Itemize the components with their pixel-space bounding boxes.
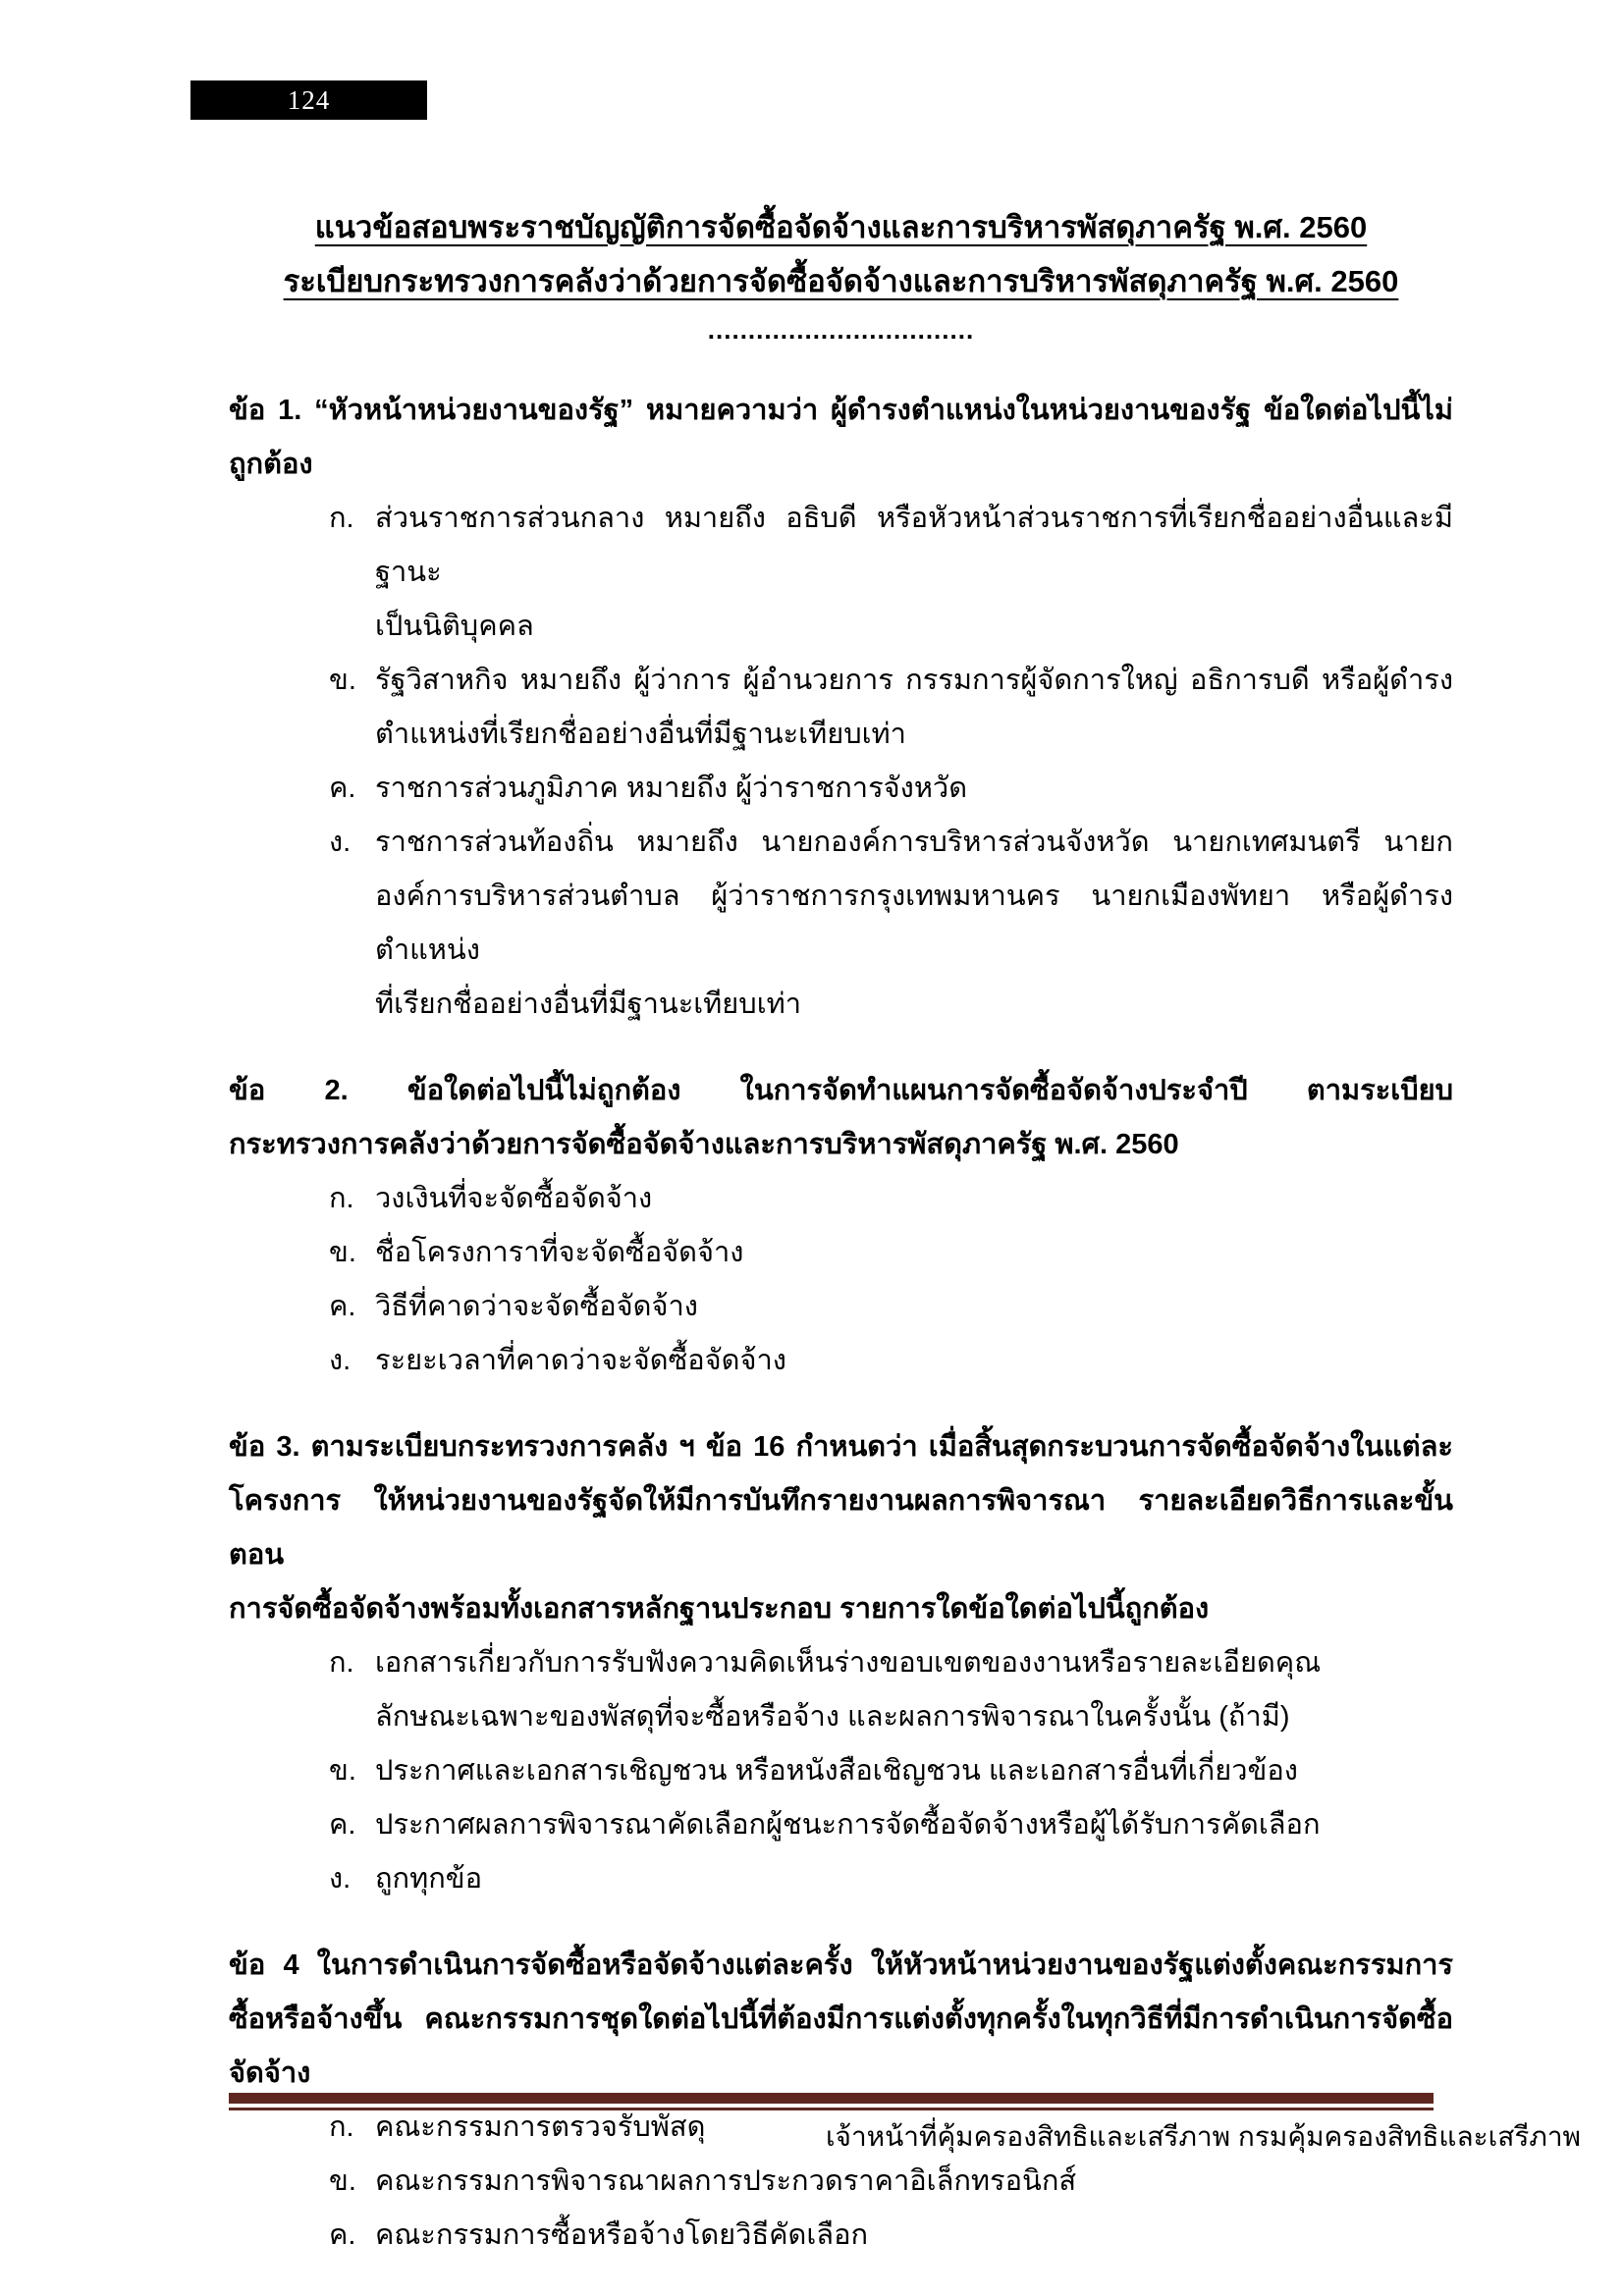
footer-divider-bar [229,2093,1434,2104]
option-text [375,1334,1453,1388]
option-label: ข. [329,1755,356,1787]
option-text-line: ที่เรียกชื่ออย่างอื่นที่มีฐานะเทียบเท่า [375,988,802,1020]
option-row [329,1280,1453,1334]
question-2 [229,1064,1453,1388]
page-number: 124 [287,84,331,115]
option-text [375,1636,1453,1744]
question-3-stem-line: โครงการ ให้หน่วยงานของรัฐจัดให้มีการบันทึกรายงานผลการพิจารณา รายละเอียดวิธีการและขั้นตอน [229,1485,1453,1571]
option-text-line: ถูกทุกข้อ [375,1863,483,1895]
question-1 [229,384,1453,1032]
option-row [329,1798,1453,1852]
question-4-stem-line: ซื้อหรือจ้างขึ้น คณะกรรมการชุดใดต่อไปนี้ที่ต้องมีการแต่งตั้งทุกครั้งในทุกวิธีที่มีการดำเนินการจัดซื้อ [229,2003,1453,2035]
option-label: ข. [329,1237,356,1268]
option-text [375,2209,1453,2263]
option-text [375,654,1453,762]
option-label: ง. [329,1863,352,1895]
option-text [375,1280,1453,1334]
option-row [329,816,1453,1032]
option-text-line: รัฐวิสาหกิจ หมายถึง ผู้ว่าการ ผู้อำนวยการ กรรมการผู้จัดการใหญ่ อธิการบดี หรือผู้ดำรง [375,665,1453,696]
option-label: ง. [329,827,352,858]
option-text-line: ชื่อโครงการาที่จะจัดซื้อจัดจ้าง [375,1237,744,1268]
document-title-line-1: แนวข้อสอบพระราชบัญญัติการจัดซื้อจัดจ้างและการบริหารพัสดุภาครัฐ พ.ศ. 2560 [314,210,1368,244]
option-text [375,1744,1453,1798]
option-text [375,1852,1453,1906]
option-row [329,762,1453,816]
option-label: ค. [329,2219,356,2251]
question-3-stem-line: การจัดซื้อจัดจ้างพร้อมทั้งเอกสารหลักฐานประกอบ รายการใดข้อใดต่อไปนี้ถูกต้อง [229,1593,1210,1625]
option-text [375,492,1453,654]
option-text [375,1798,1453,1852]
option-text-line: องค์การบริหารส่วนตำบล ผู้ว่าราชการกรุงเทพมหานคร นายกเมืองพัทยา หรือผู้ดำรงตำแหน่ง [375,881,1453,966]
option-row [329,1744,1453,1798]
option-row [329,1226,1453,1280]
option-text [375,1172,1453,1226]
option-text-line: คณะกรรมการพิจารณาผลการประกวดราคาอิเล็กทรอนิกส์ [375,2165,1077,2197]
question-2-stem-line: กระทรวงการคลังว่าด้วยการจัดซื้อจัดจ้างและการบริหารพัสดุภาครัฐ พ.ศ. 2560 [229,1129,1179,1160]
option-text-line: ลักษณะเฉพาะของพัสดุที่จะซื้อหรือจ้าง และผลการพิจารณาในครั้งนั้น (ถ้ามี) [375,1701,1290,1733]
option-label: ก. [329,2111,354,2143]
option-text-line: ระยะเวลาที่คาดว่าจะจัดซื้อจัดจ้าง [375,1345,786,1376]
question-1-stem-line: ถูกต้อง [229,449,313,480]
question-3-stem-line: ข้อ 3. ตามระเบียบกระทรวงการคลัง ฯ ข้อ 16 กำหนดว่า เมื่อสิ้นสุดกระบวนการจัดซื้อจัดจ้างในแต่ละ [229,1431,1453,1463]
option-label: ก. [329,1183,354,1214]
option-label: ค. [329,773,356,804]
option-text-line: คณะกรรมการตรวจรับพัสดุ [375,2111,706,2143]
option-text-line: ราชการส่วนภูมิภาค หมายถึง ผู้ว่าราชการจังหวัด [375,773,968,804]
document-body [229,200,1453,2263]
footer-text: เจ้าหน้าที่คุ้มครองสิทธิและเสรีภาพ กรมคุ้มครองสิทธิและเสรีภาพ [825,2121,1581,2152]
option-label: ค. [329,1809,356,1841]
option-label: ง. [329,1345,352,1376]
document-title-line-2: ระเบียบกระทรวงการคลังว่าด้วยการจัดซื้อจัดจ้างและการบริหารพัสดุภาครัฐ พ.ศ. 2560 [283,264,1399,298]
option-row [329,2155,1453,2209]
option-text-line: ตำแหน่งที่เรียกชื่ออย่างอื่นที่มีฐานะเทียบเท่า [375,719,906,750]
option-row [329,1636,1453,1744]
option-text-line: เอกสารเกี่ยวกับการรับฟังความคิดเห็นร่างขอบเขตของงานหรือรายละเอียดคุณ [375,1647,1322,1679]
page-number-badge [190,80,427,120]
question-1-stem-line: ข้อ 1. “หัวหน้าหน่วยงานของรัฐ” หมายความว่า ผู้ดำรงตำแหน่งในหน่วยงานของรัฐ ข้อใดต่อไปนี้ไม่ [229,395,1453,426]
option-text [375,762,1453,816]
option-row [329,1334,1453,1388]
option-label: ค. [329,1291,356,1322]
option-text-line: วงเงินที่จะจัดซื้อจัดจ้าง [375,1183,653,1214]
option-text-line: คณะกรรมการซื้อหรือจ้างโดยวิธีคัดเลือก [375,2219,869,2251]
option-label: ก. [329,503,354,534]
option-text-line: ประกาศผลการพิจารณาคัดเลือกผู้ชนะการจัดซื้อจัดจ้างหรือผู้ได้รับการคัดเลือก [375,1809,1321,1841]
option-row [329,2209,1453,2263]
option-text [375,2155,1453,2209]
option-text-line: ส่วนราชการส่วนกลาง หมายถึง อธิบดี หรือหัวหน้าส่วนราชการที่เรียกชื่ออย่างอื่นและมีฐานะ [375,503,1453,588]
option-text-line: เป็นนิติบุคคล [375,611,534,642]
option-text [375,816,1453,1032]
option-row [329,492,1453,654]
question-3 [229,1420,1453,1906]
question-2-stem-line: ข้อ 2. ข้อใดต่อไปนี้ไม่ถูกต้อง ในการจัดทำแผนการจัดซื้อจัดจ้างประจำปี ตามระเบียบ [229,1075,1453,1106]
separator-dots: ................................. [707,315,975,345]
question-4-stem-line: ข้อ 4 ในการดำเนินการจัดซื้อหรือจัดจ้างแต่ละครั้ง ให้หัวหน้าหน่วยงานของรัฐแต่งตั้งคณะกรรมการ [229,1949,1453,1981]
option-row [329,654,1453,762]
option-text-line: ประกาศและเอกสารเชิญชวน หรือหนังสือเชิญชวน และเอกสารอื่นที่เกี่ยวข้อง [375,1755,1298,1787]
footer-divider-line [229,2108,1434,2110]
option-label: ก. [329,1647,354,1679]
option-label: ข. [329,665,356,696]
question-4-stem-line: จัดจ้าง [229,2057,311,2089]
option-text [375,1226,1453,1280]
option-text-line: วิธีที่คาดว่าจะจัดซื้อจัดจ้าง [375,1291,698,1322]
option-row [329,1852,1453,1906]
option-row [329,1172,1453,1226]
option-text-line: ราชการส่วนท้องถิ่น หมายถึง นายกองค์การบริหารส่วนจังหวัด นายกเทศมนตรี นายก [375,827,1453,858]
option-label: ข. [329,2165,356,2197]
